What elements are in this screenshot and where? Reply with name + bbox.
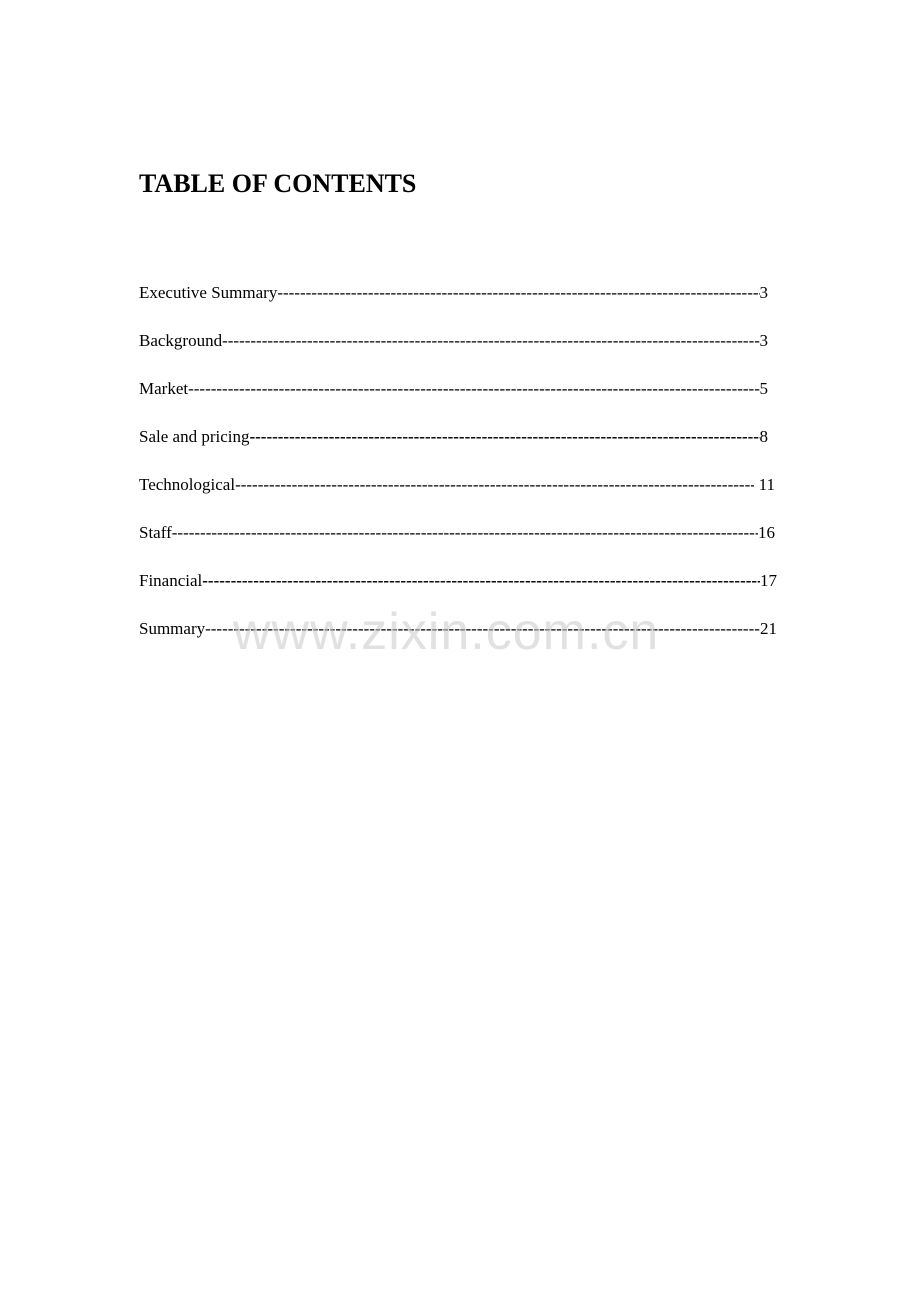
toc-entry-financial (139, 567, 777, 615)
toc-entry-sale-and-pricing (139, 423, 768, 471)
toc-entry-summary (139, 615, 777, 663)
toc-entry-page: 3 (759, 283, 768, 302)
watermark: www.zixin.com.cn (233, 603, 660, 661)
toc-entry-label: Background (139, 331, 223, 350)
toc-entry-technological (139, 471, 775, 519)
toc-entry-label: Summary (139, 619, 206, 638)
toc-title: TABLE OF CONTENTS (139, 169, 417, 198)
toc-entry-page: 11 (754, 475, 775, 494)
toc-entry-page: 21 (760, 619, 777, 638)
toc-entry-label: Technological (139, 475, 236, 494)
toc-entry-label: Executive Summary (139, 283, 278, 302)
toc-entry-page: 17 (760, 571, 777, 590)
toc-leader-dots (249, 423, 759, 451)
toc-leader-dots (188, 375, 759, 403)
toc-leader-dots (205, 615, 760, 643)
toc-leader-dots (235, 471, 754, 499)
toc-list (139, 279, 784, 663)
toc-entry-label: Financial (139, 571, 203, 590)
toc-entry-staff (139, 519, 775, 567)
toc-entry-background (139, 327, 768, 375)
toc-entry-label: Staff (139, 523, 172, 542)
toc-entry-page: 3 (759, 331, 768, 350)
toc-entry-label: Market (139, 379, 189, 398)
toc-entry-market (139, 375, 768, 423)
toc-entry-executive-summary (139, 279, 768, 327)
toc-leader-dots (172, 519, 758, 547)
toc-entry-page: 8 (759, 427, 768, 446)
toc-leader-dots (277, 279, 759, 307)
toc-entry-page: 16 (758, 523, 775, 542)
toc-leader-dots (202, 567, 760, 595)
toc-leader-dots (222, 327, 759, 355)
toc-entry-page: 5 (759, 379, 768, 398)
toc-entry-label: Sale and pricing (139, 427, 250, 446)
